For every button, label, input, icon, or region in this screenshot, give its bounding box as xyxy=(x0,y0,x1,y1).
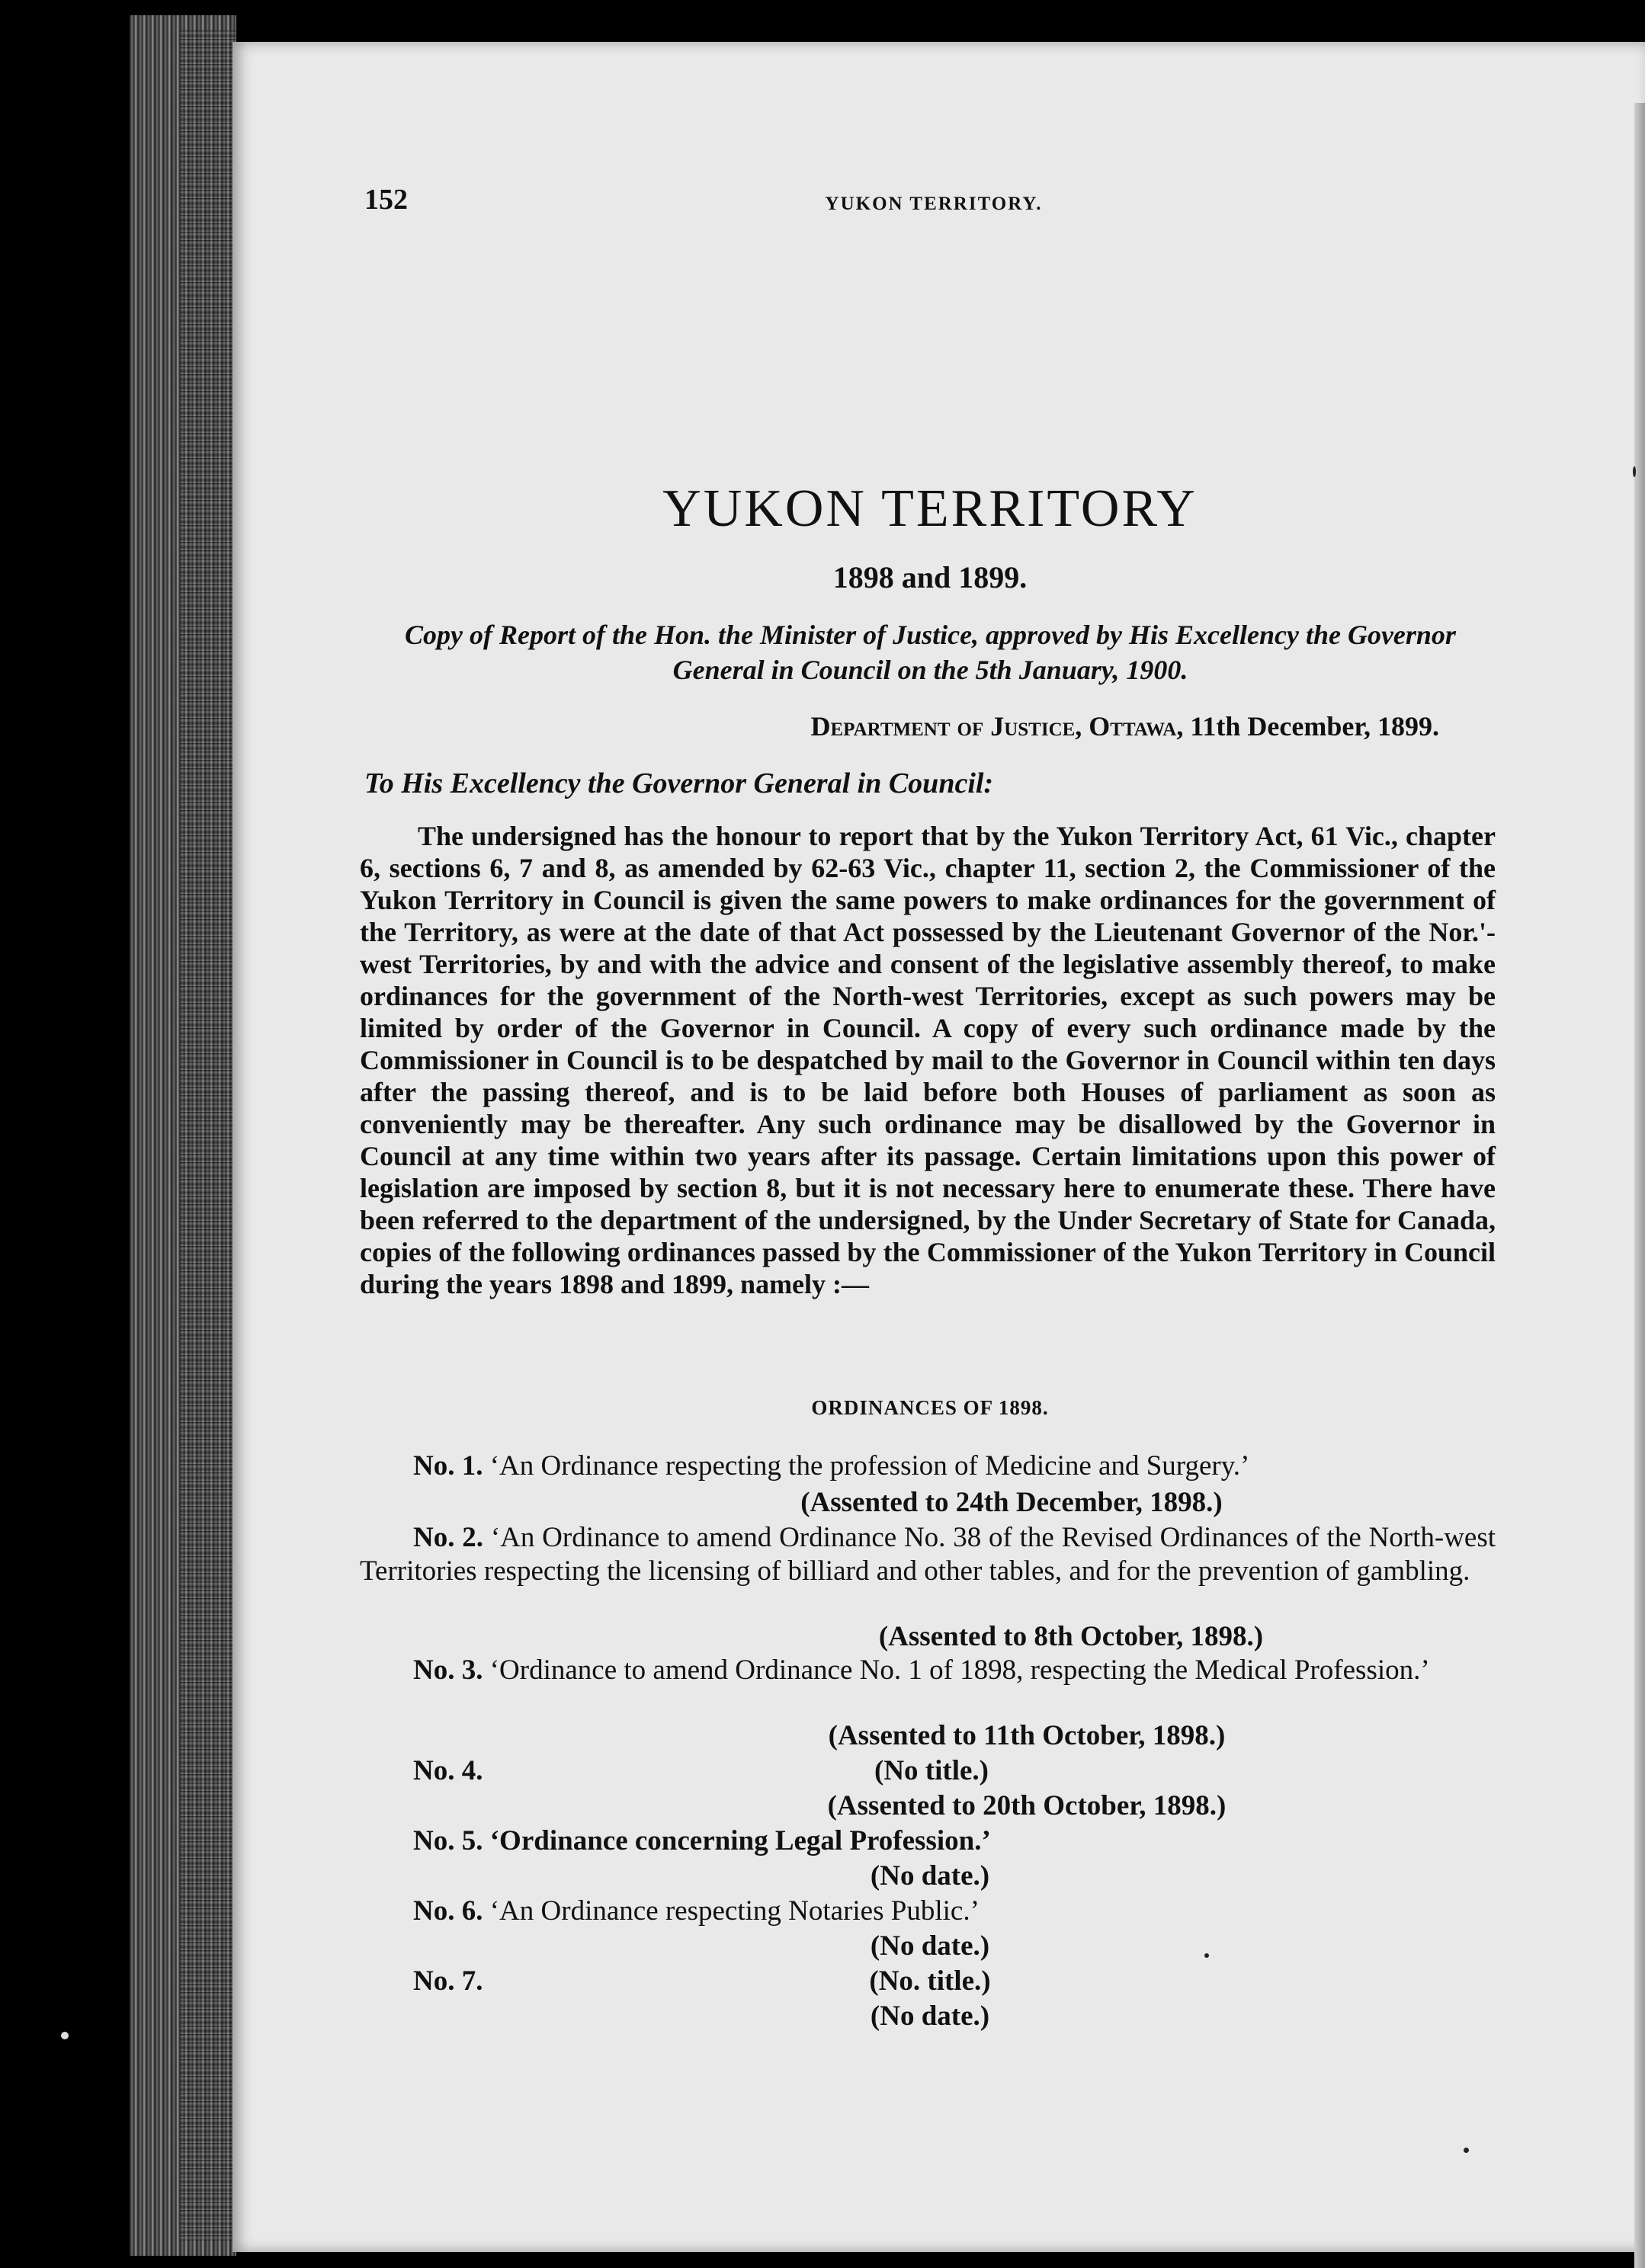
report-body: The undersigned has the honour to report that by the Yukon Territory Act, 61 Vic., chapter 6, sections 6, 7 and 8, as amended by 62-63 Vic., chapter 11, section 2, the Commissioner of the Yukon Territory in Council is given the same powers to make ordinances for the government of the Territory, as were at the date of that Act possessed by the Lieutenant Governor of the Nor.'-west Territories, by and with the advice and consent of the legislative assembly thereof, to make ordinances for the government of the North-west Territories, except as such powers may be limited by order of the Governor in Council. A copy of every such ordinance made by the Commissioner in Council is to be despatched by mail to the Governor in Council within ten days after the passing thereof, and is to be laid before both Houses of parliament as soon as conveniently may be thereafter. Any such ordinance may be disallowed by the Governor in Council at any time within two years after its passage. Certain limitations upon this power of legislation are imposed by section 8, but it is not necessary here to enumerate these. There have been referred to the department of the undersigned, by the Under Secretary of State for Canada, copies of the following ordinances passed by the Commissioner of the Yukon Territory in Council during the years 1898 and 1899, namely :— xyxy=(360,821,1496,1299)
ordinance-number: No. 5. xyxy=(413,1825,483,1856)
scan-speck xyxy=(1204,1953,1209,1958)
dateline xyxy=(364,710,1439,742)
section-heading: ORDINANCES OF 1898. xyxy=(811,1396,1049,1419)
scan-speck xyxy=(1464,2148,1469,2153)
ordinance-4-note: (Assented to 20th October, 1898.) xyxy=(827,1790,1227,1821)
ordinance-1 xyxy=(360,1450,1496,1483)
scan-speck xyxy=(1633,466,1636,477)
document-years: 1898 and 1899. xyxy=(832,560,1028,594)
ordinance-6-note: (No date.) xyxy=(870,1930,990,1962)
ordinance-number: No. 4. xyxy=(413,1755,483,1786)
ordinance-number: No. 6. xyxy=(413,1895,483,1927)
ordinance-2 xyxy=(360,1521,1496,1588)
ordinance-1-note: (Assented to 24th December, 1898.) xyxy=(800,1487,1223,1518)
ordinance-number: No. 1. xyxy=(413,1450,483,1482)
ordinance-number: No. 3. xyxy=(413,1655,483,1686)
ordinance-title: ‘An Ordinance respecting Notaries Public.’ xyxy=(489,1895,980,1927)
ordinance-number: No. 2. xyxy=(413,1522,484,1553)
ordinance-2-note: (Assented to 8th October, 1898.) xyxy=(878,1621,1264,1652)
ordinance-number: No. 7. xyxy=(413,1965,483,1997)
ordinance-title: ‘Ordinance concerning Legal Profession.’ xyxy=(489,1825,991,1856)
ordinance-5-note: (No date.) xyxy=(870,1860,990,1892)
dateline-department: Department of Justice, Ottawa, xyxy=(810,711,1184,742)
page-edge-grain xyxy=(180,30,236,2241)
ordinance-title: ‘An Ordinance respecting the profession of Medicine and Surgery.’ xyxy=(489,1450,1250,1482)
ordinance-title: ‘An Ordinance to amend Ordinance No. 38 of the Revised Ordinances of the North-west Territories respecting the licensing of billiard and other tables, and for the prevention of gambling. xyxy=(360,1522,1496,1587)
document-title: YUKON TERRITORY xyxy=(662,479,1198,538)
ordinance-3 xyxy=(360,1654,1496,1687)
dateline-date: 11th December, 1899. xyxy=(1190,711,1439,742)
copy-of-report-note: Copy of Report of the Hon. the Minister of Justice, approved by His Excellency the Governor General in Council on the 5th January, 1900. xyxy=(405,620,1456,685)
page-right-edge xyxy=(1634,103,1645,2268)
ordinance-3-note: (Assented to 11th October, 1898.) xyxy=(828,1720,1226,1751)
running-head: YUKON TERRITORY. xyxy=(825,194,1043,214)
ordinance-6 xyxy=(360,1895,1496,1928)
ordinance-4-title: (No title.) xyxy=(874,1755,989,1786)
salutation: To His Excellency the Governor General in Council: xyxy=(364,767,994,799)
ordinance-5 xyxy=(360,1824,1496,1858)
ordinance-7-note: (No date.) xyxy=(870,2001,990,2032)
ordinance-title: ‘Ordinance to amend Ordinance No. 1 of 1898, respecting the Medical Profession.’ xyxy=(489,1655,1430,1686)
ordinance-7-title: (No. title.) xyxy=(869,1965,991,1997)
scan-speck xyxy=(61,2032,69,2039)
page-number: 152 xyxy=(364,184,408,216)
